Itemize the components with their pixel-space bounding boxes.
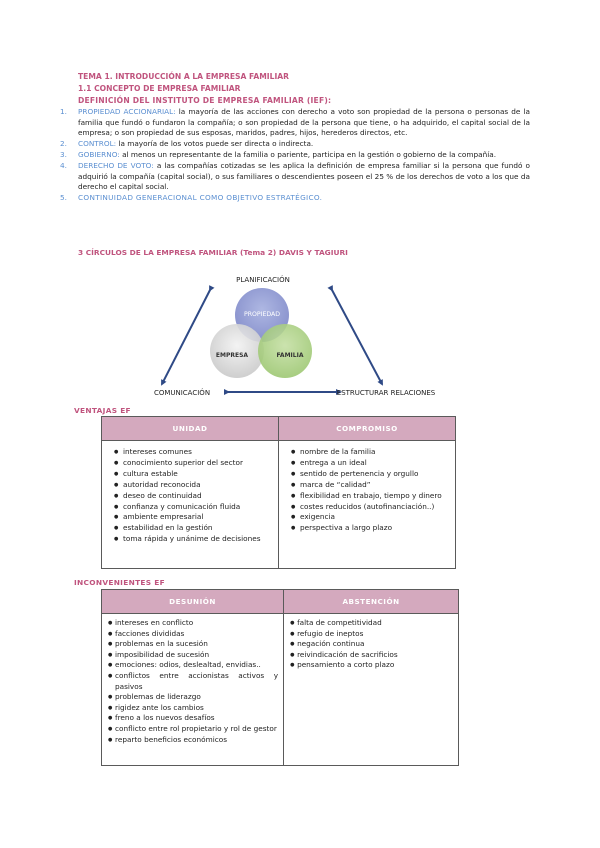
list-item: ● flexibilidad en trabajo, tiempo y dinero: [291, 491, 450, 502]
compromiso-list: [291, 447, 450, 534]
definition-heading: DEFINICIÓN DEL INSTITUTO DE EMPRESA FAMILIAR (IEF):: [78, 96, 332, 105]
list-item: ● costes reducidos (autofinanciación..): [291, 502, 450, 513]
definition-term: DERECHO DE VOTO:: [78, 161, 154, 170]
abstencion-header: ABSTENCIÓN: [284, 590, 459, 614]
definition-text: al menos un representante de la familia o pariente, participa en la gestión o gobierno de la compañía.: [119, 150, 497, 159]
definition-term: PROPIEDAD ACCIONARIAL:: [78, 107, 176, 116]
list-item: ● conflictos entre accionistas activos y pasivos: [108, 671, 278, 692]
familia-label: FAMILIA: [276, 352, 304, 359]
desunion-header: DESUNIÓN: [102, 590, 284, 614]
definition-list: [60, 107, 530, 204]
list-item: ● ambiente empresarial: [114, 512, 273, 523]
definition-term: CONTINUIDAD GENERACIONAL COMO OBJETIVO ESTRATÉGICO.: [78, 193, 323, 202]
right-label: ESTRUCTURAR RELACIONES: [336, 389, 436, 397]
list-item: ● deseo de continuidad: [114, 491, 273, 502]
list-item: ● marca de “calidad”: [291, 480, 450, 491]
list-item: ● estabilidad en la gestión: [114, 523, 273, 534]
list-item: ● problemas en la sucesión: [108, 639, 278, 650]
definition-term: GOBIERNO:: [78, 150, 120, 159]
top-label: PLANIFICACIÓN: [236, 276, 290, 284]
list-item: [60, 161, 530, 193]
list-item: ● negación continua: [290, 639, 453, 650]
list-item: ● reivindicación de sacrificios: [290, 650, 453, 661]
unidad-cell: [102, 441, 279, 569]
list-number: 4.: [60, 161, 67, 170]
compromiso-header: COMPROMISO: [279, 417, 456, 441]
list-item: ● rigidez ante los cambios: [108, 703, 278, 714]
list-item: ● refugio de ineptos: [290, 629, 453, 640]
list-item: ● pensamiento a corto plazo: [290, 660, 453, 671]
list-number: 5.: [60, 193, 67, 202]
desunion-list: [108, 618, 278, 745]
list-item: [60, 139, 530, 150]
list-item: ● reparto beneficios económicos: [108, 735, 278, 746]
left-label: COMUNICACIÓN: [153, 389, 211, 397]
list-item: ● imposibilidad de sucesión: [108, 650, 278, 661]
list-item: ● toma rápida y unánime de decisiones: [114, 534, 273, 545]
list-item: ● problemas de liderazgo: [108, 692, 278, 703]
list-item: ● sentido de pertenencia y orgullo: [291, 469, 450, 480]
three-circles-diagram: [150, 268, 436, 402]
list-item: ● freno a los nuevos desafíos: [108, 713, 278, 724]
definition-text: a las compañías cotizadas se les aplica la definición de empresa familiar si la persona que fundó o adquirió la compañía (capital social), o sus familiares o descendientes poseen el 25 % de los derechos de voto a los que da derecho el capital social.: [78, 161, 530, 191]
ventajas-label: VENTAJAS EF: [74, 406, 131, 415]
definition-term: CONTROL:: [78, 139, 117, 148]
list-item: ● perspectiva a largo plazo: [291, 523, 450, 534]
list-item: ● autoridad reconocida: [114, 480, 273, 491]
circles-title: 3 CÍRCULOS DE LA EMPRESA FAMILIAR (Tema 2) DAVIS Y TAGIURI: [78, 248, 348, 257]
abstencion-cell: [284, 614, 459, 766]
list-number: 2.: [60, 139, 67, 148]
list-item: [60, 107, 530, 139]
list-item: ● confianza y comunicación fluida: [114, 502, 273, 513]
list-number: 3.: [60, 150, 67, 159]
ventajas-table: [101, 416, 456, 569]
unidad-header: UNIDAD: [102, 417, 279, 441]
propiedad-label: PROPIEDAD: [243, 311, 281, 318]
list-item: ● intereses comunes: [114, 447, 273, 458]
list-item: ● exigencia: [291, 512, 450, 523]
list-item: ● emociones: odios, deslealtad, envidias..: [108, 660, 278, 671]
list-item: ● nombre de la familia: [291, 447, 450, 458]
arrow-right: [332, 290, 382, 384]
empresa-label: EMPRESA: [215, 352, 249, 359]
list-item: ● cultura estable: [114, 469, 273, 480]
list-item: ● conocimiento superior del sector: [114, 458, 273, 469]
compromiso-cell: [279, 441, 456, 569]
list-item: ● facciones divididas: [108, 629, 278, 640]
list-item: ● conflicto entre rol propietario y rol de gestor: [108, 724, 278, 735]
unidad-list: [114, 447, 273, 545]
definition-text: la mayoría de las acciones con derecho a voto son propiedad de la persona o personas de la familia que fundó o fundaron la compañía; o son propiedad de la persona que tiene, o ha adquirido, el capital social de la empresa; o son propiedad de sus esposas, maridos, padres, hijos, herederos directos, etc.: [78, 107, 530, 137]
familia-circle: [258, 324, 312, 378]
list-number: 1.: [60, 107, 67, 116]
empresa-circle: [210, 324, 264, 378]
arrow-left: [162, 290, 210, 384]
desunion-cell: [102, 614, 284, 766]
section-title: 1.1 CONCEPTO DE EMPRESA FAMILIAR: [78, 84, 241, 93]
chapter-title: TEMA 1. INTRODUCCIÓN A LA EMPRESA FAMILIAR: [78, 72, 289, 81]
list-item: [60, 150, 530, 161]
list-item: ● intereses en conflicto: [108, 618, 278, 629]
list-item: ● falta de competitividad: [290, 618, 453, 629]
inconvenientes-table: [101, 589, 459, 766]
list-item: [60, 193, 530, 204]
inconvenientes-label: INCONVENIENTES EF: [74, 578, 165, 587]
abstencion-list: [290, 618, 453, 671]
definition-text: la mayoría de los votos puede ser directa o indirecta.: [116, 139, 314, 148]
list-item: ● entrega a un ideal: [291, 458, 450, 469]
